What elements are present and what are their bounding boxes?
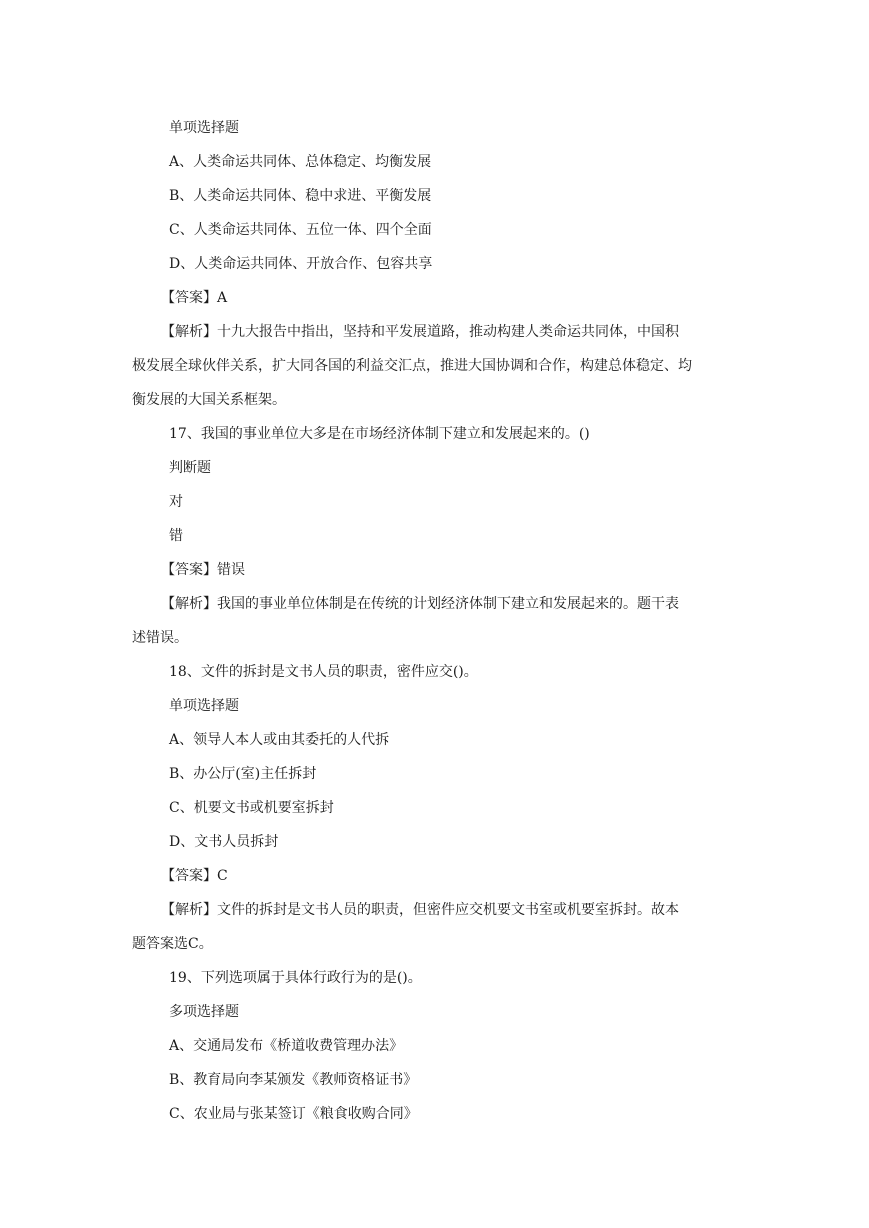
q16-analysis-line-2: 极发展全球伙伴关系，扩大同各国的利益交汇点，推进大国协调和合作，构建总体稳定、均 bbox=[132, 358, 692, 374]
q18-analysis bbox=[132, 893, 741, 961]
q16-option-b: B、人类命运共同体、稳中求进、平衡发展 bbox=[169, 188, 432, 204]
q17-analysis bbox=[132, 587, 741, 655]
q18-option-b: B、办公厅(室)主任拆封 bbox=[169, 766, 317, 782]
q18-analysis-line-2: 题答案选C。 bbox=[132, 936, 213, 952]
q17-question: 17、我国的事业单位大多是在市场经济体制下建立和发展起来的。() bbox=[169, 426, 590, 442]
q16-option-a: A、人类命运共同体、总体稳定、均衡发展 bbox=[169, 154, 432, 170]
q18-analysis-line-1: 【解析】文件的拆封是文书人员的职责，但密件应交机要文书室或机要室拆封。故本 bbox=[161, 902, 679, 918]
q18-question: 18、文件的拆封是文书人员的职责，密件应交()。 bbox=[169, 664, 478, 680]
q16-option-d: D、人类命运共同体、开放合作、包容共享 bbox=[169, 256, 433, 272]
q17-type: 判断题 bbox=[169, 460, 211, 476]
q16-option-c: C、人类命运共同体、五位一体、四个全面 bbox=[169, 222, 432, 238]
q18-option-a: A、领导人本人或由其委托的人代拆 bbox=[169, 732, 390, 748]
q16-analysis bbox=[132, 315, 741, 417]
q19-type: 多项选择题 bbox=[169, 1004, 239, 1020]
document-content bbox=[132, 111, 741, 1131]
q17-analysis-line-2: 述错误。 bbox=[132, 630, 188, 646]
q19-option-c: C、农业局与张某签订《粮食收购合同》 bbox=[169, 1106, 418, 1122]
q19-option-b: B、教育局向李某颁发《教师资格证书》 bbox=[169, 1072, 418, 1088]
q16-analysis-line-3: 衡发展的大国关系框架。 bbox=[132, 392, 286, 408]
q19-question: 19、下列选项属于具体行政行为的是()。 bbox=[169, 970, 422, 986]
q18-answer: 【答案】C bbox=[161, 868, 228, 884]
q17-option-false: 错 bbox=[169, 528, 183, 544]
q16-type: 单项选择题 bbox=[169, 120, 239, 136]
q18-option-c: C、机要文书或机要室拆封 bbox=[169, 800, 334, 816]
q18-type: 单项选择题 bbox=[169, 698, 239, 714]
q18-option-d: D、文书人员拆封 bbox=[169, 834, 279, 850]
q19-option-a: A、交通局发布《桥道收费管理办法》 bbox=[169, 1038, 404, 1054]
q16-answer: 【答案】A bbox=[161, 290, 228, 306]
q17-analysis-line-1: 【解析】我国的事业单位体制是在传统的计划经济体制下建立和发展起来的。题干表 bbox=[161, 596, 679, 612]
q17-answer: 【答案】错误 bbox=[161, 562, 245, 578]
q16-analysis-line-1: 【解析】十九大报告中指出，坚持和平发展道路，推动构建人类命运共同体，中国积 bbox=[161, 324, 679, 340]
q17-option-true: 对 bbox=[169, 494, 183, 510]
